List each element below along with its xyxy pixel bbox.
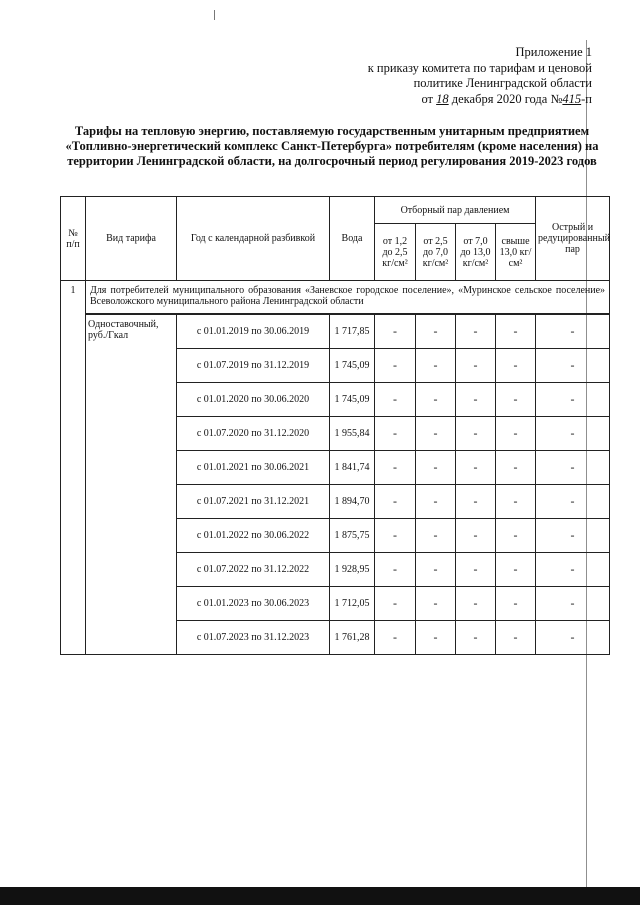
dash-cell: - [496, 587, 536, 621]
dash-cell: - [536, 553, 610, 587]
date-suffix: -п [581, 91, 592, 106]
dash-cell: - [416, 417, 456, 451]
dash-cell: - [536, 621, 610, 655]
dash-cell: - [496, 315, 536, 349]
dash-cell: - [375, 349, 416, 383]
header-year: Год с календарной разбивкой [177, 197, 330, 281]
appendix-date-line [292, 92, 592, 108]
water-tariff-cell: 1 875,75 [330, 519, 375, 553]
dash-cell: - [496, 621, 536, 655]
water-tariff-cell: 1 928,95 [330, 553, 375, 587]
dash-cell: - [536, 451, 610, 485]
dash-cell: - [375, 553, 416, 587]
header-water: Вода [330, 197, 375, 281]
dash-cell: - [416, 383, 456, 417]
water-tariff-cell: 1 717,85 [330, 315, 375, 349]
header-steam-2: от 2,5 до 7,0 кг/см² [416, 224, 456, 281]
dash-cell: - [375, 383, 416, 417]
water-tariff-cell: 1 841,74 [330, 451, 375, 485]
dash-cell: - [456, 553, 496, 587]
header-sharp-steam: Острый и редуцированный пар [536, 197, 610, 281]
dash-cell: - [496, 553, 536, 587]
dash-cell: - [375, 587, 416, 621]
scan-mark [214, 10, 215, 20]
tariff-type-cell: Одноставочный, руб./Гкал [86, 315, 177, 655]
period-cell: с 01.07.2021 по 31.12.2021 [177, 485, 330, 519]
appendix-line-3: политике Ленинградской области [413, 76, 592, 90]
dash-cell: - [416, 485, 456, 519]
dash-cell: - [416, 349, 456, 383]
dash-cell: - [456, 315, 496, 349]
dash-cell: - [416, 451, 456, 485]
header-steam-4: свыше 13,0 кг/см² [496, 224, 536, 281]
period-cell: с 01.07.2023 по 31.12.2023 [177, 621, 330, 655]
date-middle: декабря 2020 года № [451, 91, 563, 106]
dash-cell: - [375, 621, 416, 655]
dash-cell: - [496, 451, 536, 485]
dash-cell: - [536, 485, 610, 519]
dash-cell: - [456, 451, 496, 485]
consumer-description: Для потребителей муниципального образования «Заневское городское поселение», «Муринское сельское поселение» Всеволожского муниципального района Ленинградской области [86, 281, 610, 314]
dash-cell: - [456, 383, 496, 417]
water-tariff-cell: 1 955,84 [330, 417, 375, 451]
dash-cell: - [416, 553, 456, 587]
dash-cell: - [536, 417, 610, 451]
header-steam-1: от 1,2 до 2,5 кг/см² [375, 224, 416, 281]
tariff-table [60, 196, 610, 655]
dash-cell: - [416, 519, 456, 553]
period-cell: с 01.07.2022 по 31.12.2022 [177, 553, 330, 587]
table-row [61, 315, 610, 349]
dash-cell: - [375, 315, 416, 349]
header-tariff-type: Вид тарифа [86, 197, 177, 281]
order-number: 415 [562, 91, 582, 106]
dash-cell: - [375, 519, 416, 553]
dash-cell: - [456, 485, 496, 519]
period-cell: с 01.01.2022 по 30.06.2022 [177, 519, 330, 553]
water-tariff-cell: 1 894,70 [330, 485, 375, 519]
scan-bottom-bar [0, 887, 640, 905]
dash-cell: - [536, 349, 610, 383]
dash-cell: - [375, 417, 416, 451]
dash-cell: - [375, 485, 416, 519]
dash-cell: - [416, 587, 456, 621]
row-num: 1 [61, 281, 86, 655]
dash-cell: - [536, 383, 610, 417]
date-prefix: от [421, 91, 434, 106]
period-cell: с 01.07.2020 по 31.12.2020 [177, 417, 330, 451]
period-cell: с 01.01.2019 по 30.06.2019 [177, 315, 330, 349]
dash-cell: - [496, 485, 536, 519]
appendix-block [292, 45, 592, 107]
header-steam: Отборный пар давлением [375, 197, 536, 224]
dash-cell: - [536, 315, 610, 349]
water-tariff-cell: 1 745,09 [330, 349, 375, 383]
dash-cell: - [416, 621, 456, 655]
appendix-line-1: Приложение 1 [515, 45, 592, 59]
period-cell: с 01.07.2019 по 31.12.2019 [177, 349, 330, 383]
dash-cell: - [375, 451, 416, 485]
dash-cell: - [496, 383, 536, 417]
dash-cell: - [456, 519, 496, 553]
dash-cell: - [496, 417, 536, 451]
order-day: 18 [436, 91, 449, 106]
dash-cell: - [456, 587, 496, 621]
dash-cell: - [496, 519, 536, 553]
document-title: Тарифы на тепловую энергию, поставляемую государственным унитарным предприятием «Топливно-энергетический комплекс Санкт-Петербурга» потребителям (кроме населения) на территории Ленинградской области, на долгосрочный период регулирования 2019-2023 годов [65, 124, 599, 168]
period-cell: с 01.01.2021 по 30.06.2021 [177, 451, 330, 485]
dash-cell: - [496, 349, 536, 383]
period-cell: с 01.01.2023 по 30.06.2023 [177, 587, 330, 621]
dash-cell: - [456, 349, 496, 383]
water-tariff-cell: 1 761,28 [330, 621, 375, 655]
dash-cell: - [456, 621, 496, 655]
period-cell: с 01.01.2020 по 30.06.2020 [177, 383, 330, 417]
header-steam-3: от 7,0 до 13,0 кг/см² [456, 224, 496, 281]
water-tariff-cell: 1 745,09 [330, 383, 375, 417]
dash-cell: - [536, 519, 610, 553]
dash-cell: - [536, 587, 610, 621]
header-num: № п/п [61, 197, 86, 281]
dash-cell: - [456, 417, 496, 451]
water-tariff-cell: 1 712,05 [330, 587, 375, 621]
appendix-line-2: к приказу комитета по тарифам и ценовой [367, 60, 592, 75]
dash-cell: - [416, 315, 456, 349]
